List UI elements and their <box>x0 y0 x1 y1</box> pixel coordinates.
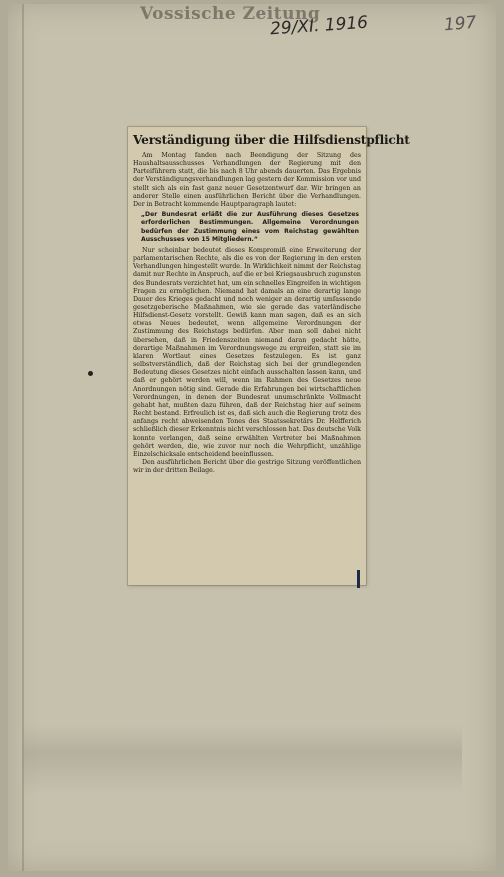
article <box>133 131 410 475</box>
newspaper-stamp: Vossische Zeitung <box>140 4 321 24</box>
ink-marker <box>357 570 360 588</box>
article-closing: Den ausführlichen Bericht über die gestrige Sitzung veröffentlichen wir in der dritten Beilage. <box>133 458 361 475</box>
newspaper-clipping <box>128 127 410 585</box>
article-intro: Am Montag fanden nach Beendigung der Sitzung des Haushaltsausschusses Verhandlungen der Regierung mit den Parteiführern statt, die bis nach 8 Uhr abends dauerten. Das Ergebnis der Verständigungsverhandlungen lag gestern der Kommission vor und stellt sich als ein fast ganz neuer Gesetzentwurf dar. Wir bringen an anderer Stelle einen ausführlichen Bericht über die Verhandlungen. Der in Betracht kommende Hauptparagraph lautet: <box>133 152 361 208</box>
punch-hole <box>88 371 93 376</box>
article-body: Nur scheinbar bedeutet dieses Kompromiß eine Erweiterung der parlamentarischen Rechte, als die es von der Regierung in den ersten Verhandlungen hingestellt wurde. In Wirklichkeit nimmt der Reichstag damit nur Rechte in Anspruch, auf die er bei Kriegsausbruch zugunsten des Bundesrats verzichtet hat, um ein schnelles Eingreifen in wichtigen Fragen zu ermöglichen. Niemand hat damals an eine derartig lange Dauer des Krieges gedacht und noch weniger an derartig umfassende gesetzgeberische Maßnahmen, wie sie gerade das vaterländische Hilfsdienst-Gesetz vorstellt. Gewiß kann man sagen, daß es an sich etwas Neues bedeutet, wenn allgemeine Verordnungen der Zustimmung des Reichstags bedürfen. Aber man soll dabei nicht übersehen, daß in Friedenszeiten niemand daran gedacht hätte, derartige Maßnahmen im Verordnungswege zu ergreifen, statt sie im klaren Wortlaut eines Gesetzes festzulegen. Es ist ganz selbstverständlich, daß der Reichstag sich bei der grundlegenden Bedeutung dieses Gesetzes nicht einfach ausschalten lassen kann, und daß er gehört werden will, wenn im Rahmen des Gesetzes neue Anordnungen nötig sind. Gerade die Erfahrungen bei wirtschaftlichen Verordnungen, in denen der Bundesrat unumschränkte Vollmacht gehabt hat, mußten dazu führen, daß der Reichstag hier auf seinem Recht bestand. Erfreulich ist es, daß sich auch die Regierung trotz des anfangs recht abweisenden Tones des Staatssekretärs Dr. Helfferich schließlich dieser Erkenntnis nicht verschlossen hat. Das deutsche Volk konnte verlangen, daß seine erwählten Vertreter bei Maßnahmen gehört werden, die, wie zuvor nur noch die Wehrpflicht, unzählige Einzelschicksale entscheidend beeinflussen. <box>133 246 361 458</box>
article-headline: Verständigung über die Hilfsdienstpflicht <box>133 133 410 147</box>
folio-number: 197 <box>443 12 478 36</box>
handwritten-date: 29/XI. 1916 <box>269 12 369 40</box>
paper-bleed-band <box>22 725 462 795</box>
article-quote: „Der Bundesrat erläßt die zur Ausführung dieses Gesetzes erforderlichen Bestimmungen. Allgemeine Verordnungen bedürfen der Zustimmung eines vom Reichstag gewählten Ausschusses von 15 Mitgliedern.“ <box>141 211 359 243</box>
